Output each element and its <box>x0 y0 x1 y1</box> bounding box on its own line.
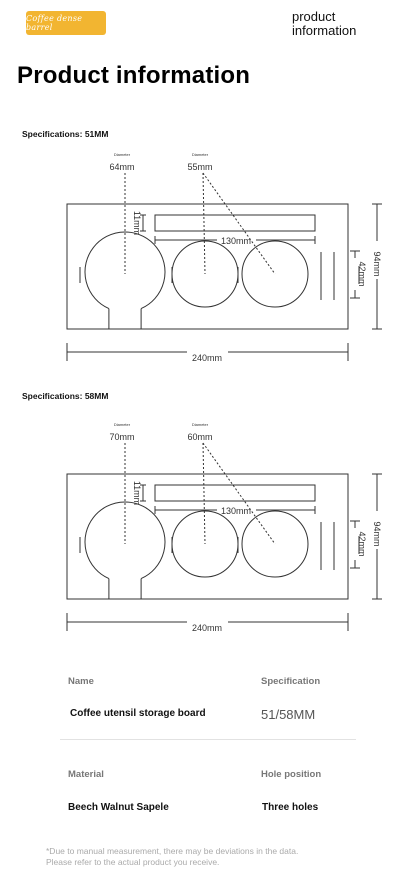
diameter-2-label: 60mm <box>187 432 213 442</box>
diameter-caption-2: Diameter <box>191 152 209 157</box>
name-value: Coffee utensil storage board <box>70 708 206 719</box>
slot-height-label: 11mm <box>132 480 142 506</box>
brand-logo-text: Coffee dense barrel <box>26 14 83 32</box>
slot-length-label: 130mm <box>220 236 252 246</box>
diameter-caption-2: Diameter <box>191 422 209 427</box>
dimension-drawing-58mm <box>0 410 416 640</box>
board-height-label: 94mm <box>372 251 382 277</box>
slot-height-label: 11mm <box>132 210 142 236</box>
name-label: Name <box>68 676 94 687</box>
footnote <box>46 846 376 868</box>
diameter-caption-1: Diameter <box>113 422 131 427</box>
section-tag <box>292 10 392 38</box>
section-tag-line1: product <box>292 9 336 24</box>
hole-height-label: 42mm <box>357 261 367 287</box>
hole-position-value: Three holes <box>262 802 319 813</box>
board-width-label: 240mm <box>191 353 223 363</box>
specification-label: Specification <box>261 676 321 687</box>
spec-heading-58mm: Specifications: 58MM <box>22 391 109 401</box>
dimension-diagram-58mm <box>0 410 416 640</box>
dimension-drawing-51mm <box>0 140 416 370</box>
diameter-1-label: 64mm <box>109 162 135 172</box>
diameter-1-label: 70mm <box>109 432 135 442</box>
diameter-2-label: 55mm <box>187 162 213 172</box>
brand-logo <box>26 11 106 35</box>
page-title: Product information <box>17 62 251 89</box>
section-tag-line2: information <box>292 23 357 38</box>
footnote-line1: *Due to manual measurement, there may be deviations in the data. <box>46 846 299 856</box>
slot-outline <box>155 485 315 501</box>
slot-length-label: 130mm <box>220 506 252 516</box>
hole-height-label: 42mm <box>357 531 367 557</box>
board-width-label: 240mm <box>191 623 223 633</box>
hole-position-label: Hole position <box>261 769 322 780</box>
board-height-label: 94mm <box>372 521 382 547</box>
specification-value: 51/58MM <box>261 707 316 722</box>
diameter-caption-1: Diameter <box>113 152 131 157</box>
footnote-line2: Please refer to the actual product you receive. <box>46 857 220 867</box>
material-label: Material <box>68 769 104 780</box>
table-divider <box>60 739 356 740</box>
slot-outline <box>155 215 315 231</box>
dimension-diagram-51mm <box>0 140 416 370</box>
material-value: Beech Walnut Sapele <box>68 802 169 813</box>
spec-heading-51mm: Specifications: 51MM <box>22 129 109 139</box>
